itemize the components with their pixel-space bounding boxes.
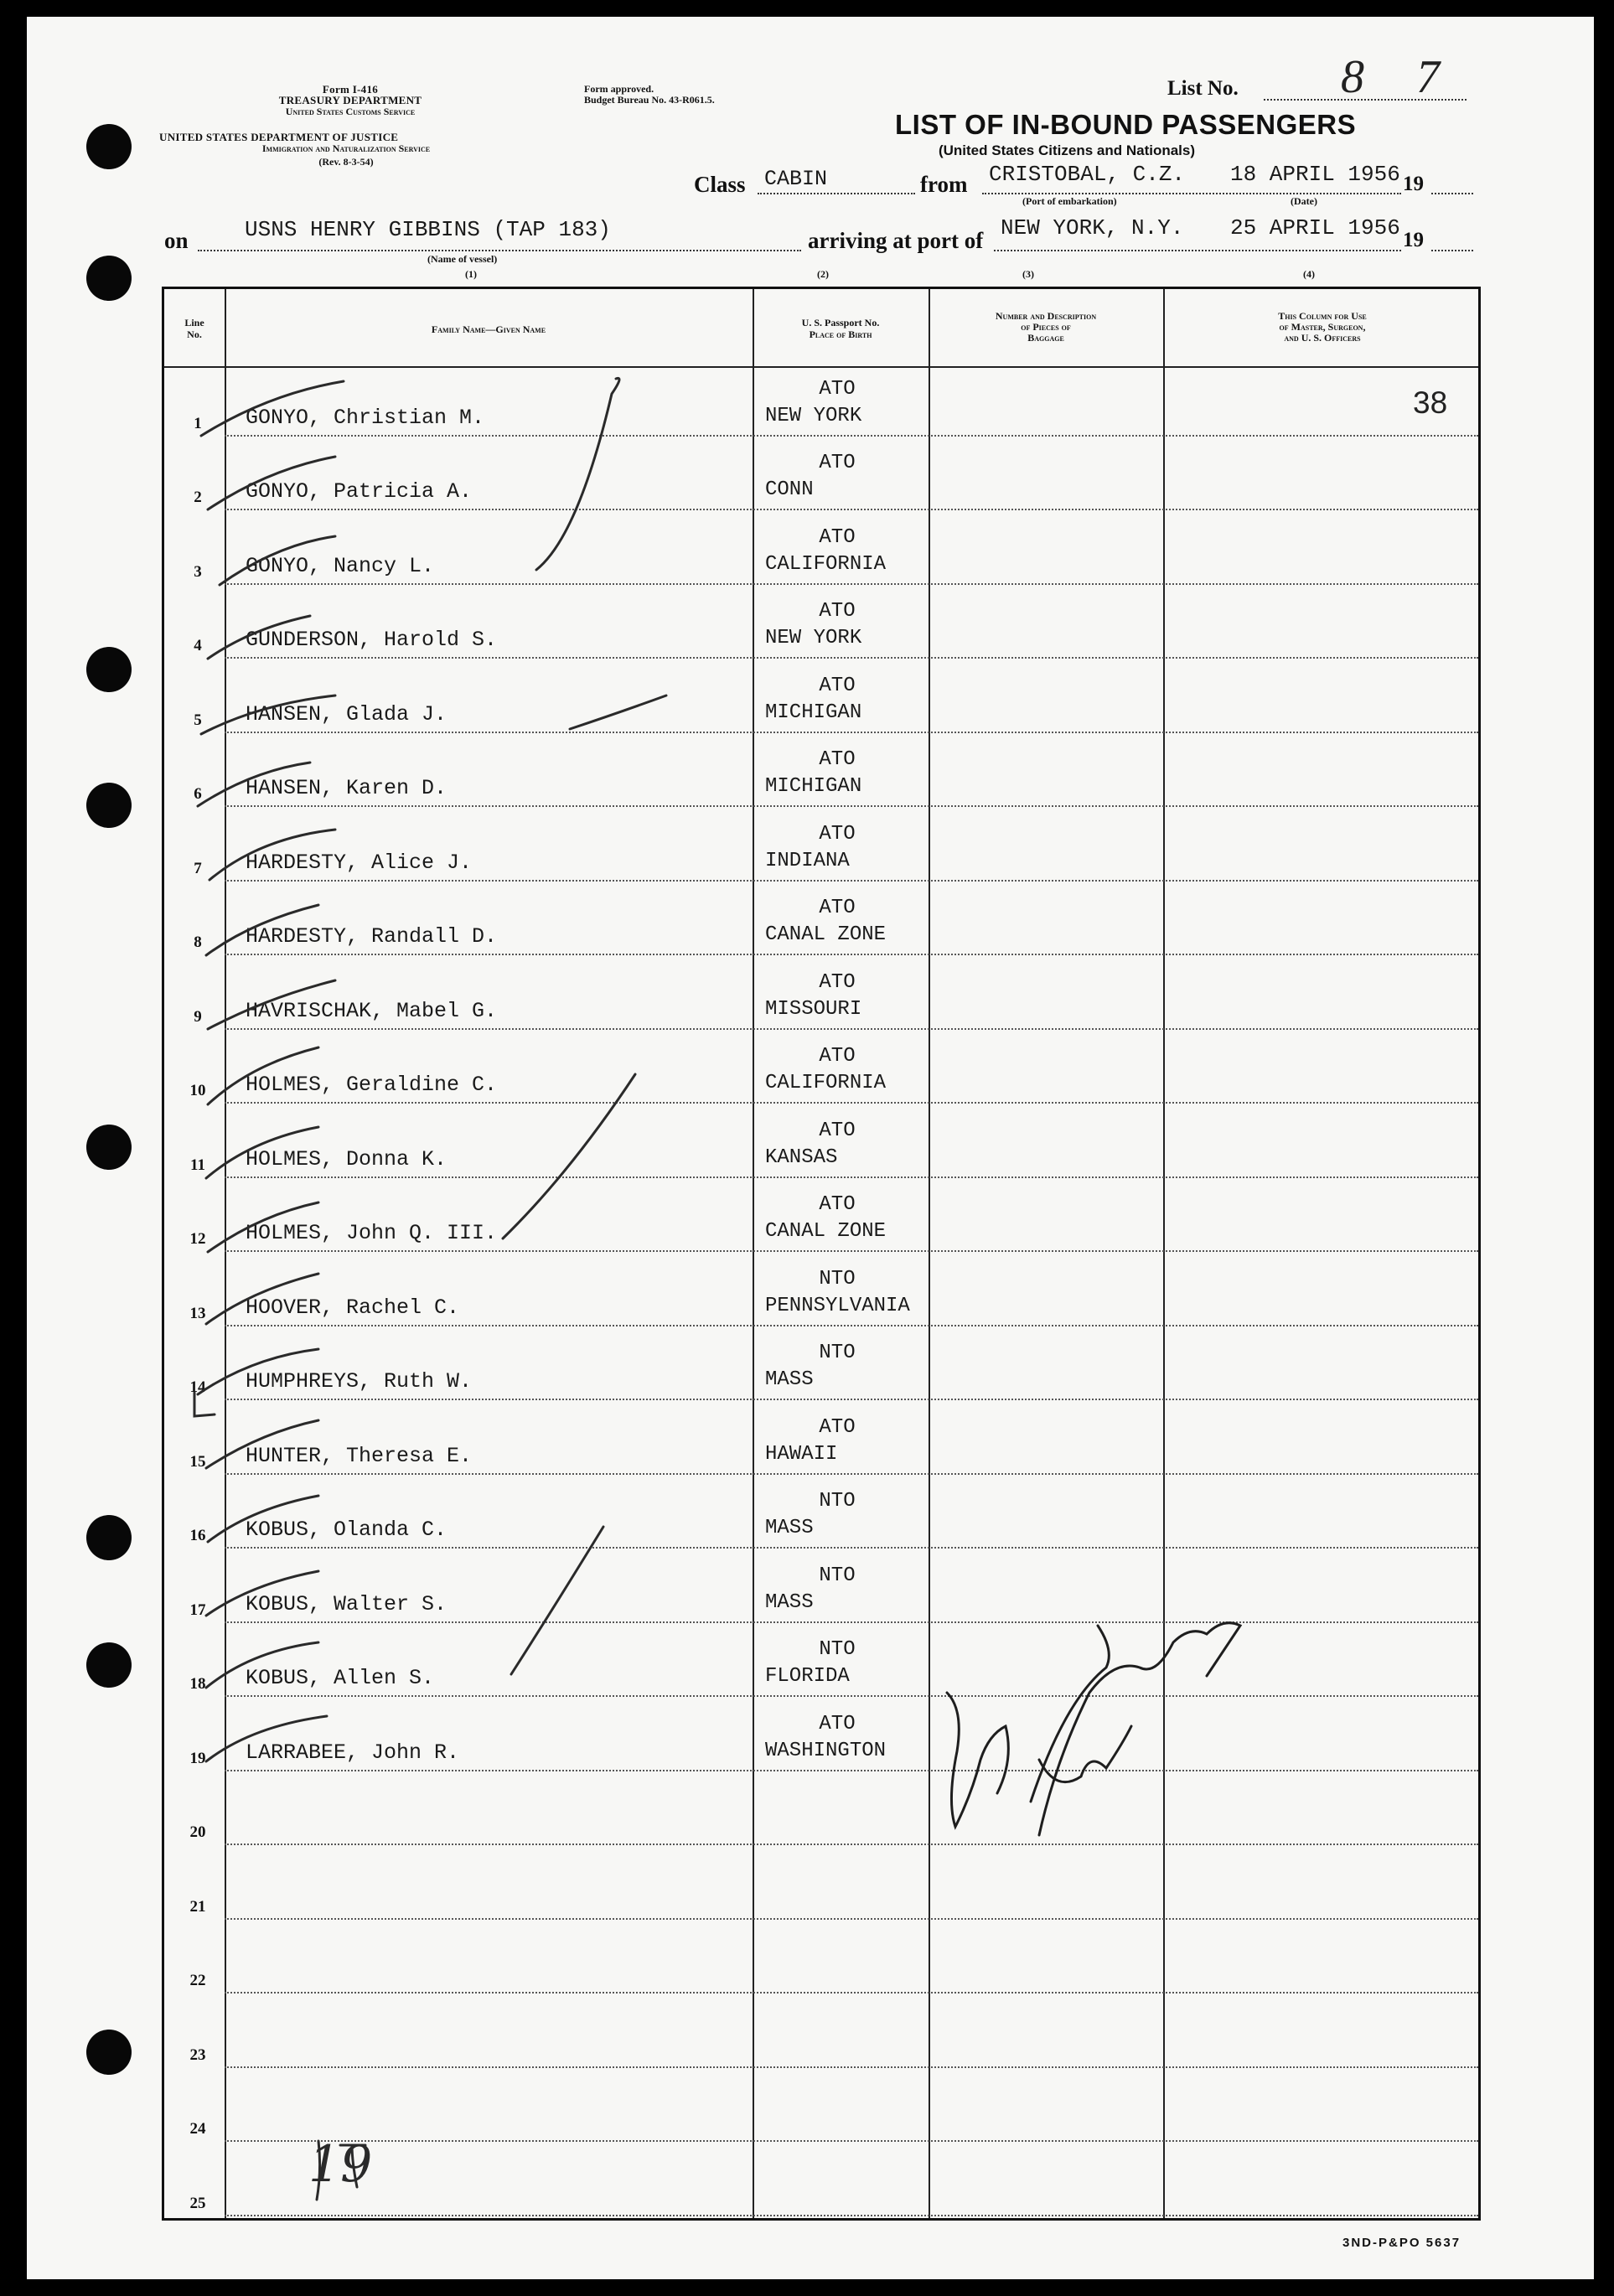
list-number-label: List No. — [1167, 77, 1239, 100]
passenger-name: HOLMES, Geraldine C. — [246, 1073, 498, 1097]
place-of-birth: KANSAS — [765, 1145, 838, 1169]
passport-code: NTO — [819, 1342, 856, 1364]
place-of-birth: CALIFORNIA — [765, 552, 887, 576]
place-of-birth: CONN — [765, 478, 814, 501]
line-number: 16 — [189, 1527, 206, 1544]
punch-hole — [86, 2030, 132, 2075]
header-officer-use-1: This Column for Use — [1278, 310, 1367, 322]
line-number: 5 — [194, 711, 202, 729]
row-ruling — [225, 2140, 1478, 2142]
row-ruling — [225, 1844, 1478, 1845]
line-number: 7 — [194, 859, 202, 877]
arrival-port: NEW YORK, N.Y. — [1001, 215, 1184, 240]
col1-number: (1) — [465, 268, 477, 280]
place-of-birth: FLORIDA — [765, 1665, 850, 1688]
header-baggage-3: Baggage — [1027, 332, 1064, 344]
place-of-birth: INDIANA — [765, 849, 850, 872]
row-ruling — [225, 805, 1478, 807]
line-number: 10 — [189, 1082, 206, 1099]
row-ruling — [225, 1547, 1478, 1549]
row-ruling — [225, 1621, 1478, 1623]
passenger-name: HARDESTY, Alice J. — [246, 850, 473, 875]
passenger-name: HOOVER, Rachel C. — [246, 1295, 460, 1320]
passenger-name: HUNTER, Theresa E. — [246, 1443, 473, 1468]
row-ruling — [225, 657, 1478, 659]
year-prefix-19-arrival: 19 — [1403, 229, 1424, 251]
header-family-name: Family Name—Given Name — [431, 323, 546, 335]
revision-date: (Rev. 8-3-54) — [318, 156, 374, 168]
punch-hole — [86, 647, 132, 692]
passenger-name: GONYO, Patricia A. — [246, 479, 473, 504]
line-number: 12 — [189, 1230, 206, 1248]
row-ruling — [225, 880, 1478, 882]
passport-code: ATO — [819, 452, 856, 474]
passport-code: NTO — [819, 1638, 856, 1661]
passport-code: NTO — [819, 1490, 856, 1513]
row-ruling — [225, 1918, 1478, 1920]
place-of-birth: MASS — [765, 1368, 814, 1391]
treasury-label: TREASURY DEPARTMENT — [278, 94, 422, 106]
on-label: on — [164, 228, 189, 253]
row-ruling — [225, 1399, 1478, 1400]
date-caption: (Date) — [1291, 195, 1317, 207]
passenger-name: GONYO, Nancy L. — [246, 553, 435, 578]
col2-number: (2) — [817, 268, 829, 280]
line-number: 19 — [189, 1749, 206, 1767]
line-number: 14 — [189, 1378, 206, 1396]
arriving-label: arriving at port of — [808, 228, 984, 253]
punch-hole — [86, 124, 132, 169]
line-number: 23 — [189, 2045, 206, 2064]
passport-code: ATO — [819, 970, 856, 994]
passenger-name: KOBUS, Allen S. — [246, 1666, 435, 1690]
passenger-name: HOLMES, Donna K. — [246, 1146, 447, 1171]
printer-code: 3ND-P&PO 5637 — [1342, 2236, 1461, 2250]
arrival-date: 25 APRIL 1956 — [1230, 215, 1400, 240]
line-number: 13 — [189, 1304, 206, 1322]
class-label: Class — [694, 172, 746, 197]
page-title: LIST OF IN-BOUND PASSENGERS — [895, 109, 1357, 140]
passport-code: ATO — [819, 525, 856, 549]
passenger-name: HANSEN, Karen D. — [246, 776, 447, 800]
row-ruling — [225, 1325, 1478, 1326]
row-ruling — [225, 2066, 1478, 2068]
passport-code: ATO — [819, 1045, 856, 1068]
form-approved: Form approved. — [584, 83, 654, 95]
punch-hole — [86, 256, 132, 301]
passenger-name: KOBUS, Walter S. — [246, 1591, 447, 1616]
line-number: 21 — [189, 1897, 206, 1916]
line-number: 18 — [189, 1675, 206, 1693]
punch-hole — [86, 1125, 132, 1170]
embarkation-port: CRISTOBAL, C.Z. — [989, 162, 1186, 187]
place-of-birth: MICHIGAN — [765, 775, 862, 798]
place-of-birth: CANAL ZONE — [765, 1220, 887, 1243]
line-number: 2 — [194, 489, 202, 506]
col4-number: (4) — [1303, 268, 1315, 280]
passenger-name: KOBUS, Olanda C. — [246, 1518, 447, 1542]
header-no: No. — [187, 328, 202, 340]
col3-number: (3) — [1022, 268, 1034, 280]
line-number: 15 — [189, 1452, 206, 1471]
row-ruling — [225, 732, 1478, 733]
line-number: 8 — [194, 933, 202, 951]
place-of-birth: MASS — [765, 1590, 814, 1614]
line-number: 4 — [194, 637, 202, 654]
vessel-caption: (Name of vessel) — [427, 253, 498, 265]
row-ruling — [225, 1770, 1478, 1771]
header-officer-use-3: and U. S. Officers — [1284, 332, 1361, 344]
form-number: Form I-416 — [322, 83, 379, 96]
row-ruling — [225, 1695, 1478, 1697]
place-of-birth: WASHINGTON — [765, 1739, 887, 1762]
passenger-name: HUMPHREYS, Ruth W. — [246, 1369, 473, 1394]
header-passport: U. S. Passport No. — [801, 317, 880, 328]
header-baggage-1: Number and Description — [995, 310, 1097, 322]
place-of-birth: PENNSYLVANIA — [765, 1294, 910, 1317]
place-of-birth: CANAL ZONE — [765, 923, 887, 946]
embarkation-date: 18 APRIL 1956 — [1230, 162, 1400, 187]
passport-code: ATO — [819, 674, 856, 697]
row-ruling — [225, 1028, 1478, 1030]
line-number: 22 — [189, 1972, 206, 1989]
passenger-name: GONYO, Christian M. — [246, 405, 485, 430]
passenger-name: HANSEN, Glada J. — [246, 701, 447, 727]
port-embarkation-caption: (Port of embarkation) — [1022, 195, 1117, 207]
passenger-name: HOLMES, John Q. III. — [246, 1221, 498, 1245]
line-number: 9 — [194, 1007, 202, 1026]
header-birthplace: Place of Birth — [809, 328, 872, 340]
place-of-birth: NEW YORK — [765, 627, 862, 649]
line-number: 20 — [189, 1823, 206, 1841]
ins-label: Immigration and Naturalization Service — [261, 142, 431, 154]
row-ruling — [225, 583, 1478, 585]
line-number: 24 — [189, 2120, 206, 2138]
line-number: 1 — [194, 414, 202, 432]
header-officer-use-2: of Master, Surgeon, — [1279, 321, 1366, 333]
passport-code: ATO — [819, 600, 856, 623]
line-number: 17 — [189, 1600, 206, 1619]
budget-bureau: Budget Bureau No. 43-R061.5. — [584, 94, 715, 106]
passport-code: ATO — [819, 1119, 856, 1142]
vessel-name: USNS HENRY GIBBINS (TAP 183) — [245, 217, 611, 242]
place-of-birth: NEW YORK — [765, 404, 862, 427]
passport-code: ATO — [819, 1193, 856, 1216]
passenger-name: LARRABEE, John R. — [246, 1740, 460, 1765]
passenger-name: GUNDERSON, Harold S. — [246, 628, 498, 652]
row-ruling — [225, 2215, 1478, 2216]
punch-hole — [86, 783, 132, 828]
passenger-name: HARDESTY, Randall D. — [246, 924, 498, 949]
list-number-value: 8 7 — [1341, 51, 1460, 103]
row-ruling — [225, 1992, 1478, 1993]
passport-code: ATO — [819, 748, 856, 771]
row-ruling — [225, 1102, 1478, 1104]
place-of-birth: MISSOURI — [765, 997, 862, 1021]
place-of-birth: MASS — [765, 1517, 814, 1539]
row-ruling — [225, 1176, 1478, 1178]
line-number: 11 — [190, 1156, 205, 1174]
header-line: Line — [184, 317, 204, 328]
passenger-name: HAVRISCHAK, Mabel G. — [246, 998, 498, 1023]
row-ruling — [225, 954, 1478, 955]
row-ruling — [225, 435, 1478, 437]
justice-department: UNITED STATES DEPARTMENT OF JUSTICE — [159, 131, 399, 143]
passport-code: ATO — [819, 377, 856, 401]
place-of-birth: CALIFORNIA — [765, 1072, 887, 1094]
page-subtitle: (United States Citizens and Nationals) — [938, 142, 1196, 158]
row-ruling — [225, 509, 1478, 510]
passport-code: ATO — [819, 897, 856, 919]
passport-code: NTO — [819, 1564, 856, 1587]
punch-hole — [86, 1642, 132, 1688]
place-of-birth: MICHIGAN — [765, 701, 862, 724]
year-prefix-19: 19 — [1403, 173, 1424, 195]
place-of-birth: HAWAII — [765, 1442, 838, 1466]
customs-label: United States Customs Service — [285, 106, 416, 117]
passport-code: ATO — [819, 1415, 856, 1439]
officer-annotation: 38 — [1413, 385, 1448, 420]
handwritten-count: 19 — [308, 2135, 373, 2194]
passport-code: NTO — [819, 1267, 856, 1290]
from-label: from — [920, 172, 968, 197]
header-baggage-2: of Pieces of — [1021, 321, 1071, 333]
row-ruling — [225, 1473, 1478, 1475]
passport-code: ATO — [819, 1712, 856, 1735]
line-number: 6 — [194, 785, 202, 803]
class-value: CABIN — [764, 167, 828, 191]
row-ruling — [225, 1250, 1478, 1252]
passport-code: ATO — [819, 822, 856, 845]
punch-hole — [86, 1515, 132, 1560]
line-number: 3 — [194, 562, 202, 581]
line-number: 25 — [189, 2194, 206, 2212]
